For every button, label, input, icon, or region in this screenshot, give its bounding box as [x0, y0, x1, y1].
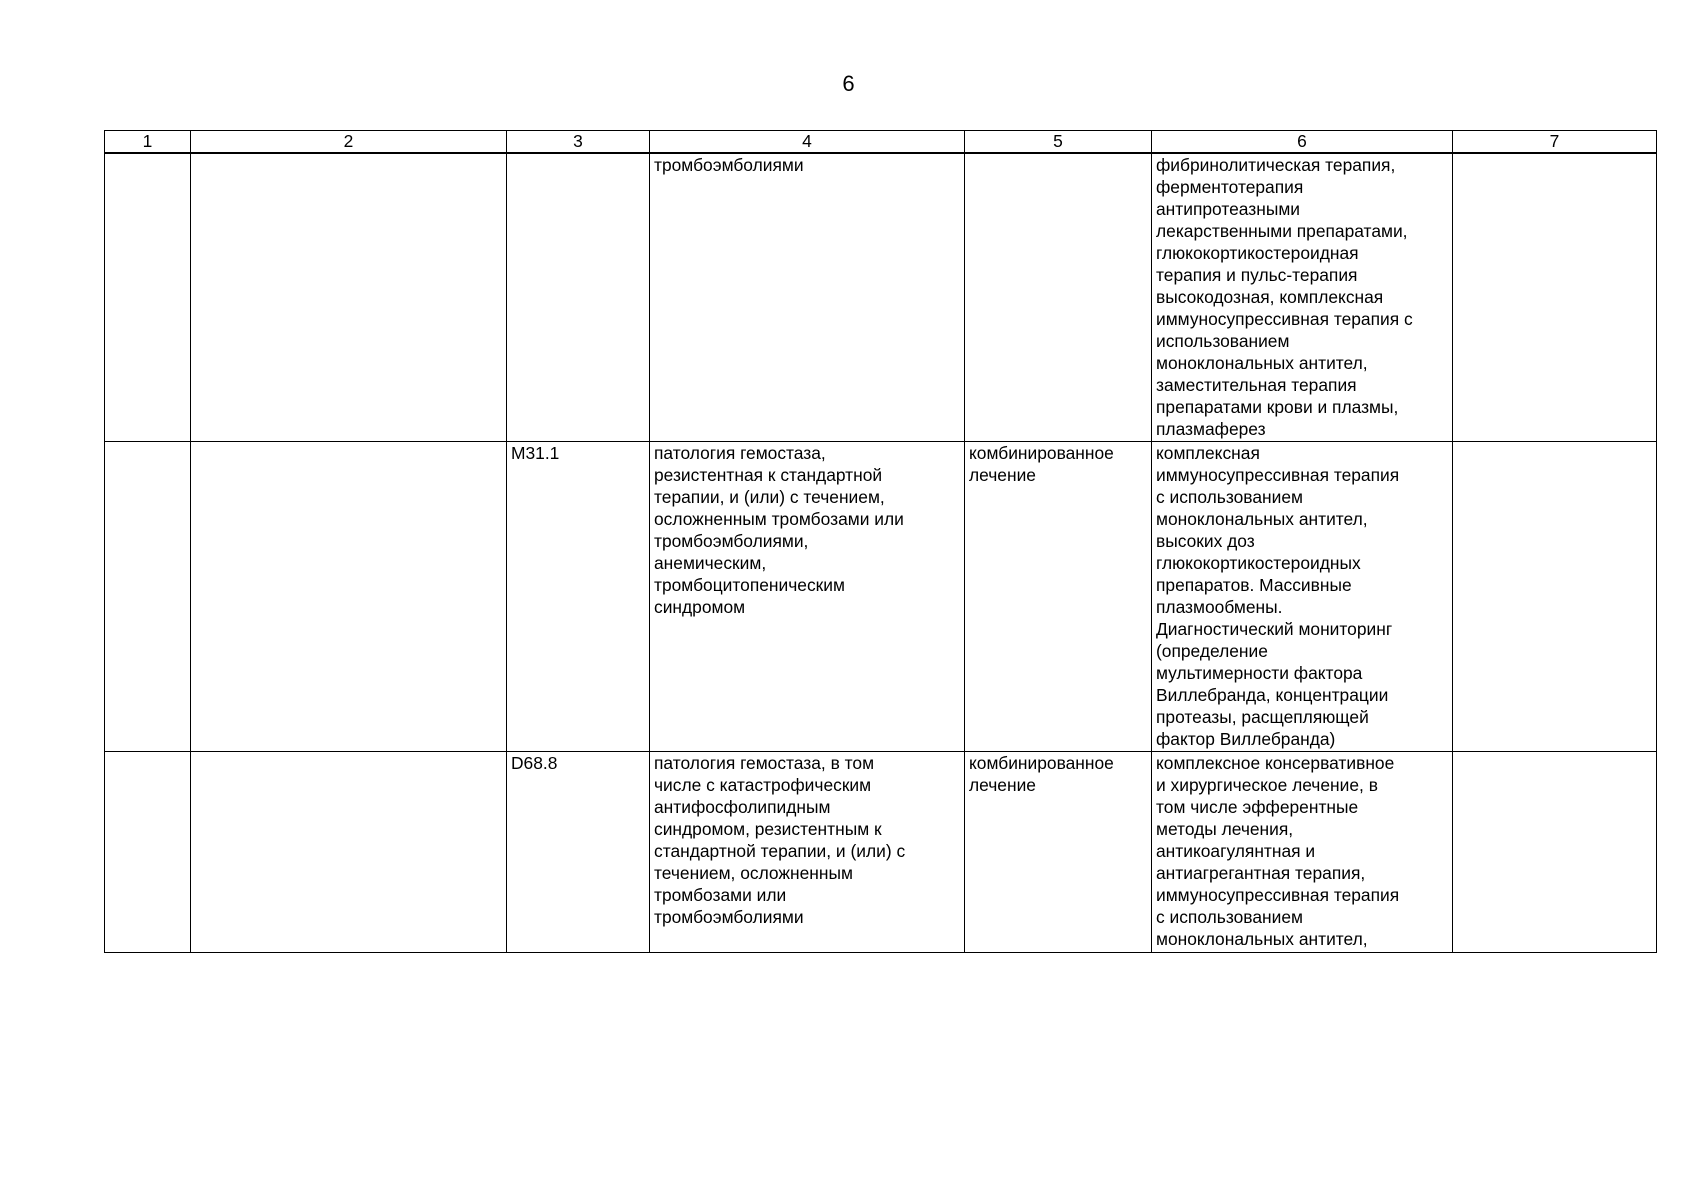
cell-col7 — [1453, 442, 1657, 752]
column-header-7: 7 — [1453, 131, 1657, 154]
cell-col7 — [1453, 153, 1657, 442]
cell-code: M31.1 — [507, 442, 650, 752]
cell-method: комплексная иммуносупрессивная терапия с использованием моноклональных антител, высоких доз глюкокортикостероидных препаратов. Массивные плазмообмены. Диагностический мониторинг (определение мультимерности фактора Виллебранда, концентрации протеазы, расщепляющей фактор Виллебранда) — [1152, 442, 1453, 752]
cell-method: комплексное консервативное и хирургическое лечение, в том числе эфферентные методы лечения, антикоагулянтная и антиагрегантная терапия, иммуносупрессивная терапия с использованием моноклональных антител, — [1152, 752, 1453, 953]
header-row — [105, 131, 1657, 154]
cell-treatment-type: комбинированное лечение — [965, 752, 1152, 953]
cell-condition: патология гемостаза, в том числе с катастрофическим антифосфолипидным синдромом, резистентным к стандартной терапии, и (или) с течением, осложненным тромбозами или тромбоэмболиями — [650, 752, 965, 953]
column-header-2: 2 — [191, 131, 507, 154]
table-row — [105, 752, 1657, 953]
cell-treatment-type — [965, 153, 1152, 442]
cell-col2 — [191, 752, 507, 953]
cell-col1 — [105, 153, 191, 442]
cell-col2 — [191, 153, 507, 442]
column-header-1: 1 — [105, 131, 191, 154]
column-header-4: 4 — [650, 131, 965, 154]
cell-code — [507, 153, 650, 442]
cell-treatment-type: комбинированное лечение — [965, 442, 1152, 752]
cell-col1 — [105, 752, 191, 953]
table-body — [105, 153, 1657, 953]
table-header — [105, 131, 1657, 154]
column-header-3: 3 — [507, 131, 650, 154]
column-header-5: 5 — [965, 131, 1152, 154]
cell-method: фибринолитическая терапия, ферментотерапия антипротеазными лекарственными препаратами, глюкокортикостероидная терапия и пульс-терапия высокодозная, комплексная иммуносупрессивная терапия с использованием моноклональных антител, заместительная терапия препаратами крови и плазмы, плазмаферез — [1152, 153, 1453, 442]
cell-col7 — [1453, 752, 1657, 953]
treatment-table — [104, 130, 1657, 953]
cell-condition: патология гемостаза, резистентная к стандартной терапии, и (или) с течением, осложненным тромбозами или тромбоэмболиями, анемическим, тромбоцитопеническим синдромом — [650, 442, 965, 752]
page-number: 6 — [842, 71, 855, 96]
table-row — [105, 442, 1657, 752]
cell-code: D68.8 — [507, 752, 650, 953]
column-header-6: 6 — [1152, 131, 1453, 154]
cell-col2 — [191, 442, 507, 752]
table-row — [105, 153, 1657, 442]
cell-condition: тромбоэмболиями — [650, 153, 965, 442]
cell-col1 — [105, 442, 191, 752]
